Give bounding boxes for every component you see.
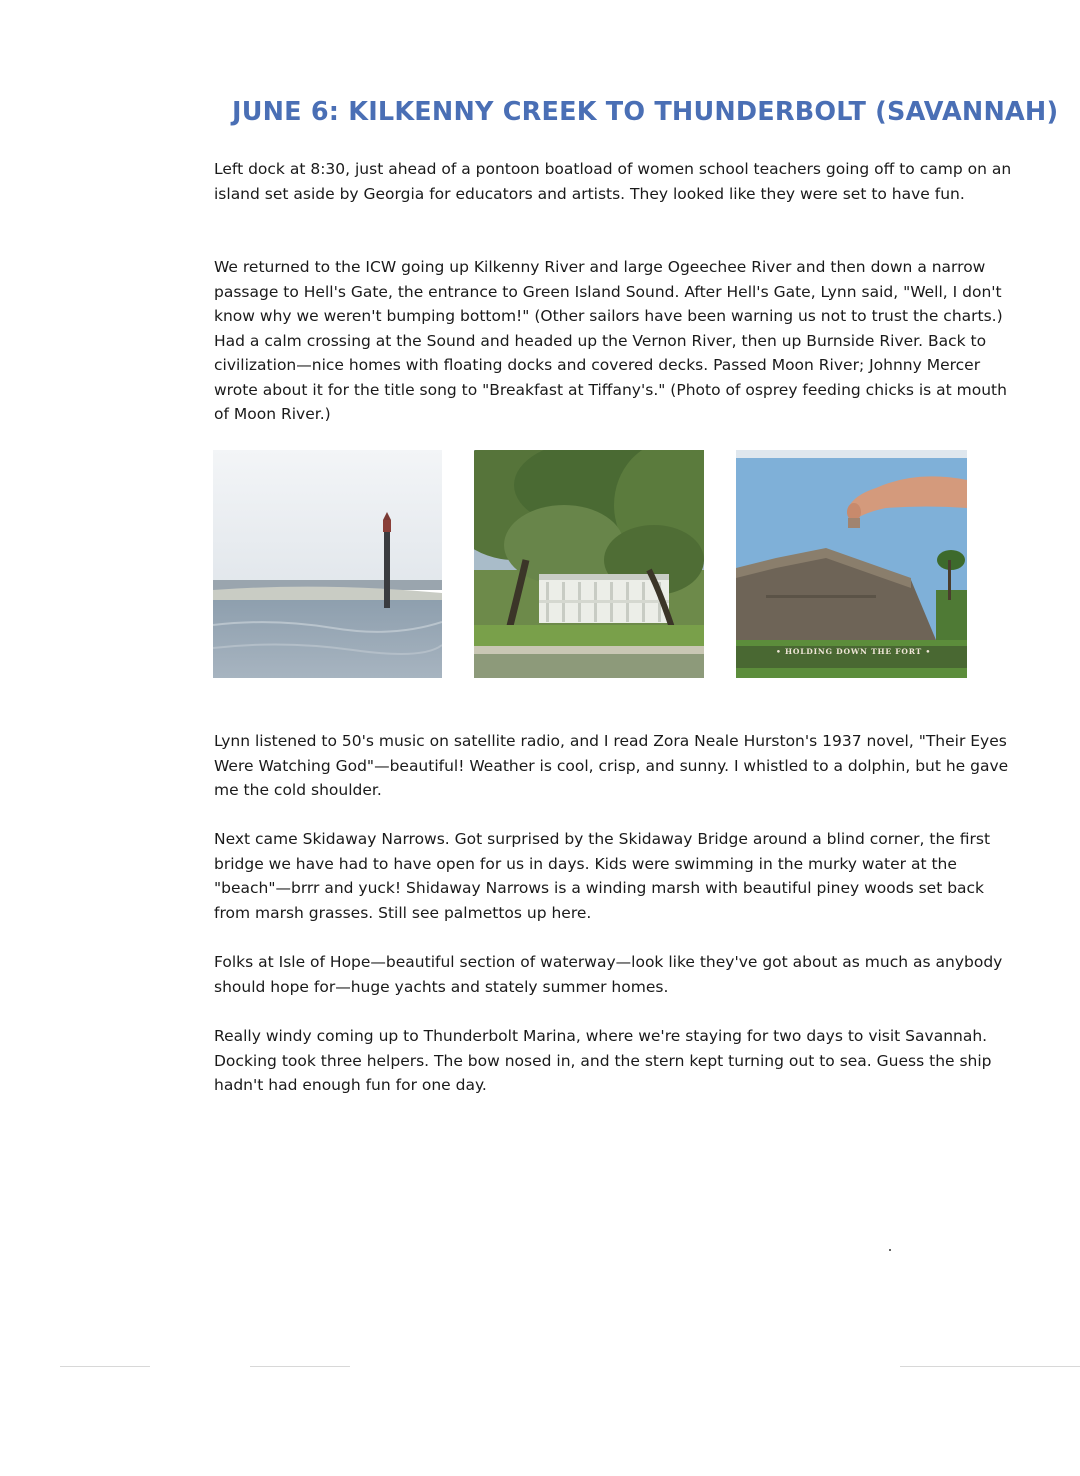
fort-photo-caption: • HOLDING DOWN THE FORT • [776, 647, 932, 656]
scan-line-middle [250, 1366, 350, 1367]
scan-line-left [60, 1366, 150, 1367]
scan-speck [889, 1249, 891, 1251]
page-title: JUNE 6: KILKENNY CREEK TO THUNDERBOLT (SAVANNAH) [232, 97, 1059, 127]
paragraph-hells-gate: We returned to the ICW going up Kilkenny River and large Ogeechee River and then down a narrow passage to Hell's Gate, the entrance to Green Island Sound. After Hell's Gate, Lynn said, "Well, I don't know why we weren't bumping bottom!" (Other sailors have been warning us not to trust the charts.) Had a calm crossing at the Sound and headed up the Vernon River, then up Burnside River. Back to civilization—nice homes with floating docks and covered decks. Passed Moon River; Johnny Mercer wrote about it for the title song to "Breakfast at Tiffany's." (Photo of osprey feeding chicks is at mouth of Moon River.) [214, 258, 1007, 423]
plantation-house-photo [474, 450, 704, 678]
channel-marker-photo [213, 450, 442, 678]
paragraph-thunderbolt: Really windy coming up to Thunderbolt Marina, where we're staying for two days to visit Savannah. Docking took three helpers. The bow nosed in, and the stern kept turning out to sea. Guess the ship hadn't had enough fun for one day. [214, 1027, 992, 1094]
paragraph-departure: Left dock at 8:30, just ahead of a pontoon boatload of women school teachers going off to camp on an island set aside by Georgia for educators and artists. They looked like they were set to have fun. [214, 160, 1012, 203]
fort-photo [736, 450, 967, 678]
paragraph-skidaway: Next came Skidaway Narrows. Got surprised by the Skidaway Bridge around a blind corner, the first bridge we have had to have open for us in days. Kids were swimming in the murky water at the "beach"—brrr and yuck! Shidaway Narrows is a winding marsh with beautiful piney woods set back from marsh grasses. Still see palmettos up here. [214, 830, 991, 922]
scan-line-right [900, 1366, 1080, 1367]
paragraph-radio: Lynn listened to 50's music on satellite radio, and I read Zora Neale Hurston's 1937 novel, "Their Eyes Were Watching God"—beautiful! Weather is cool, crisp, and sunny. I whistled to a dolphin, but he gave me the cold shoulder. [214, 732, 1009, 799]
paragraph-isle-of-hope: Folks at Isle of Hope—beautiful section of waterway—look like they've got about as much as anybody should hope for—huge yachts and stately summer homes. [214, 953, 1003, 996]
